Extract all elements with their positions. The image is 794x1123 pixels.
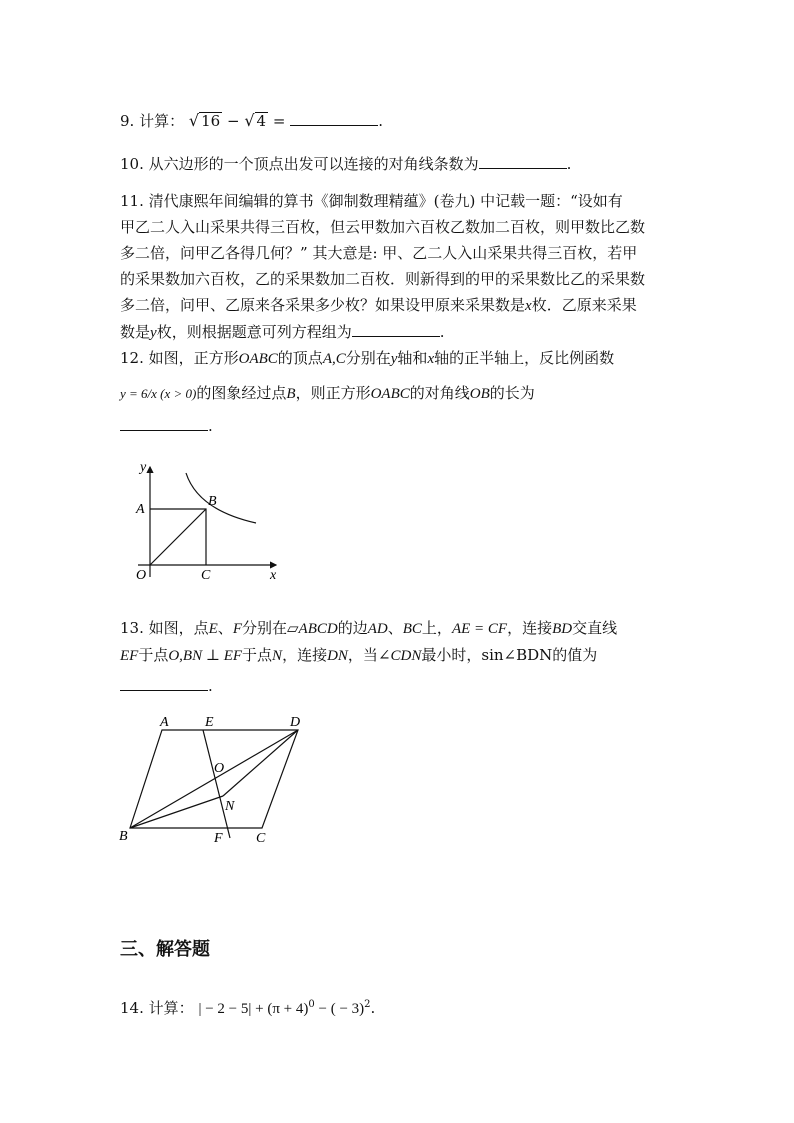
- q9-sqrt-4: 4: [256, 112, 267, 130]
- q12-answer-blank[interactable]: [120, 416, 208, 431]
- question-9: 9. 计算： √ 16 − √ 4 = .: [120, 111, 383, 130]
- section-title: 三、解答题: [120, 939, 210, 960]
- q13-answer-blank[interactable]: [120, 676, 208, 691]
- diagonal-ob: [150, 509, 206, 565]
- label-O: O: [214, 761, 225, 776]
- q14-expression: | − 2 − 5| + (π + 4): [198, 1001, 309, 1017]
- q10-text: 10. 从六边形的一个顶点出发可以连接的对角线条数为: [120, 155, 479, 173]
- q9-answer-blank[interactable]: [290, 111, 378, 126]
- q9-number: 9.: [120, 112, 135, 130]
- label-y: y: [140, 460, 147, 475]
- q10-answer-blank[interactable]: [479, 154, 567, 169]
- question-10: 10. 从六边形的一个顶点出发可以连接的对角线条数为 .: [120, 155, 572, 173]
- label-O: O: [136, 568, 147, 583]
- label-A: A: [160, 715, 169, 730]
- label-E: E: [205, 715, 214, 730]
- label-N: N: [225, 799, 235, 814]
- q12-figure: [118, 455, 288, 590]
- q9-label: 计算：: [139, 112, 185, 130]
- label-B: B: [119, 829, 128, 844]
- label-C: C: [201, 568, 211, 583]
- hyperbola-curve: [186, 473, 256, 523]
- line-dn: [223, 730, 298, 796]
- q9-sqrt-16: 16: [201, 112, 221, 130]
- label-D: D: [290, 715, 301, 730]
- label-B: B: [208, 494, 217, 509]
- label-x: x: [270, 568, 277, 583]
- q9-equals: =: [272, 112, 286, 130]
- q11-answer-blank[interactable]: [352, 322, 440, 337]
- line-ef: [203, 730, 230, 838]
- question-14: 14. 计算： | − $2 - 5| + (\pi + 4)^0$ − ( − 3)$^2$.: [120, 999, 376, 1017]
- label-F: F: [214, 831, 223, 846]
- label-A: A: [136, 502, 145, 517]
- q9-minus: −: [226, 112, 240, 130]
- line-bd: [130, 730, 298, 828]
- question-13: 13. 如图，点E、F分别在▱ABCD的边AD、BC上，AE = CF，连接BD交直线 EF于点O,BN ⊥ EF于点N，连接DN，当∠CDN最小时，sin∠BDN的值为 .: [120, 619, 618, 695]
- label-C: C: [256, 831, 266, 846]
- question-11: 11. 清代康熙年间编辑的算书《御制数理精蕴》(卷九) 中记载一题：“设如有 甲乙二人入山采果共得三百枚，但云甲数加六百枚乙数加二百枚，则甲数比乙数 多二倍，问甲乙各得几何？” 其大意是: 甲、乙二人入山采果共得三百枚，若甲 的采果数加六百枚，乙的采果数加二百枚．则新得到的甲的采果数比乙的采果数 多二倍，问甲、乙原来各采果多少枚？如果设甲原来采果数是x枚．乙原来采果 数是y枚，则根据题意可列方程组为 .: [120, 192, 646, 341]
- q13-figure: [115, 710, 315, 850]
- q12-function: y = 6/x (x > 0): [120, 386, 197, 401]
- question-12: 12. 如图，正方形OABC的顶点A,C分别在y轴和x轴的正半轴上，反比例函数 y = 6/x (x > 0)的图象经过点B，则正方形OABC的对角线OB的长为 .: [120, 349, 615, 435]
